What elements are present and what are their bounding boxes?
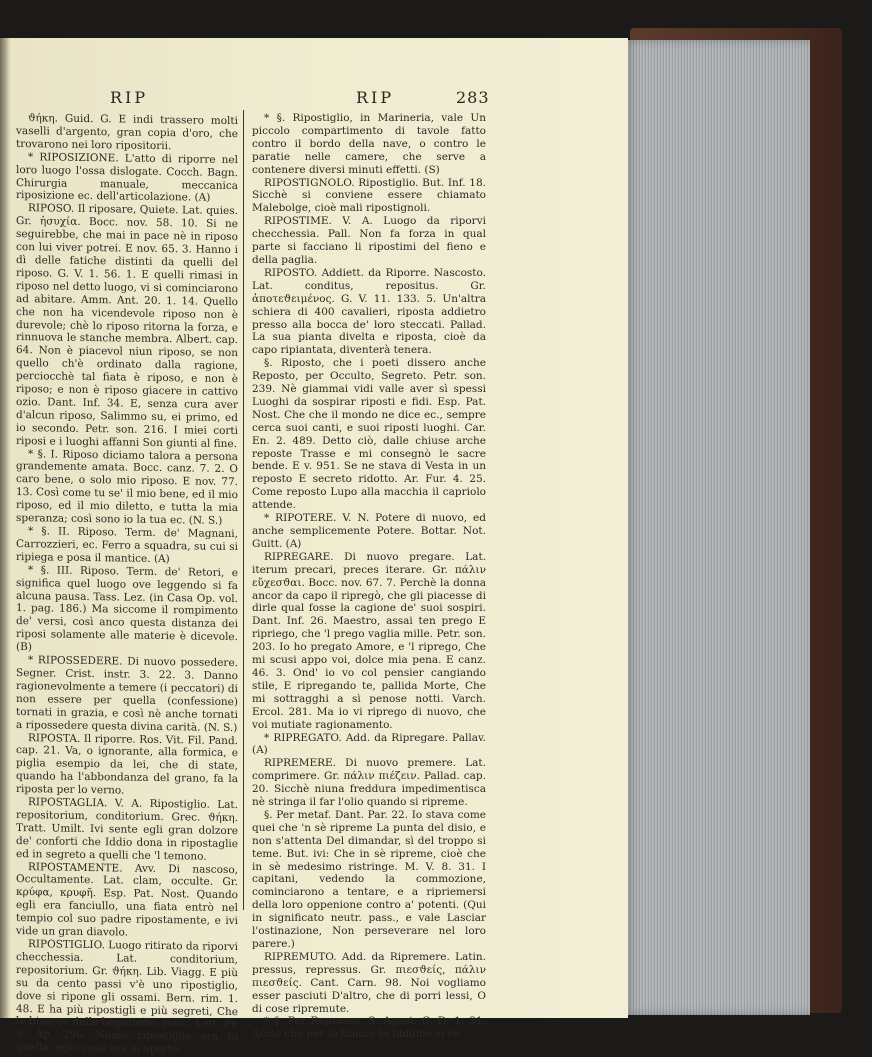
left-column [16, 112, 238, 1057]
entry: * §. II. Riposo. Term. de' Magnani, Carrozzieri, ec. Ferro a squadra, su cui si ripiega e posa il mantice. (A) [16, 525, 238, 565]
page-edges [624, 40, 810, 1015]
entry: RIPOSTAMENTE. Avv. Di nascoso, Occultamente. Lat. clam, occulte. Gr. κρύφα, κρυφῆ. Esp. Pat. Nost. Quando egli era fanciullo, una fiata entrò nel tempio col suo padre ripostamente, e ivi vide un gran diavolo. [16, 860, 238, 939]
entry: * §. Per Represso. S. Agost. C. D. 1. 31. Acciò che per lo timore la libidine si re- [252, 1015, 486, 1041]
entry: * RIPOTERE. V. N. Potere di nuovo, ed anche semplicemente Potere. Bottar. Not. Guitt. (A) [252, 512, 486, 550]
entry: RIPREMUTO. Add. da Ripremere. Latin. pressus, repressus. Gr. πιεσϑείς, πάλιν πιεσϑείς. Cant. Carn. 98. Noi vogliamo esser pasciuti D'altro, che di porri lessi, O di cose ripremute. [252, 950, 486, 1015]
entry: §. Per metaf. Dant. Par. 22. Io stava come quei che 'n sè ripreme La punta del disio, e non s'attenta Del dimandar, sì del troppo si teme. But. ivi: Che in sè ripreme, cioè che in sè medesimo ristringe. M. V. 8. 31. I capitani, vedendo la commozione, cominciarono a tentare, e a ripriemersi della loro oppenione contro a' potenti. (Qui in significato neutr. pass., e vale Lasciar l'ostinazione, Non perseverare nel loro parere.) [252, 808, 486, 950]
entry: RIPOSTIME. V. A. Luogo da riporvi checchessia. Pall. Non fa forza in qual parte si facciano li ripostimi del fieno e della paglia. [252, 215, 486, 266]
entry: * §. I. Riposo diciamo talora a persona grandemente amata. Bocc. canz. 7. 2. O caro bene, o solo mio riposo. E nov. 77. 13. Così come tu se' il mio bene, ed il mio riposo, ed il mio diletto, e tutta la mia speranza; così sono io la tua ec. (N. S.) [16, 447, 238, 527]
entry: RIPREMERE. Di nuovo premere. Lat. comprimere. Gr. πάλιν πιέζειν. Pallad. cap. 20. Sicchè niuna freddura impedimentisca nè stringa il far l'olio quando si ripreme. [252, 757, 486, 809]
entry: * §. III. Riposo. Term. de' Retori, e significa quel luogo ove leggendo si fa alcuna pausa. Tass. Lez. (in Casa Op. vol. 1. pag. 186.) Ma siccome il rompimento de' versi, così anco questa distanza dei riposi solamente alle materie è dicevole. (B) [16, 563, 238, 654]
entry: RIPOSTIGLIO. Luogo ritirato da riporvi checchessia. Lat. conditorium, repositorium. Gr. ϑήκη. Lib. Viagg. E più su da cento passi v'è uno ripostiglio, dove si ripone gli ossami. Bern. rim. 1. 48. E ha più ripostigli e più segreti, Che le bisacce delle bagattelle. Bocc. Lett. Pr. S. Ap. 296. Niuno ripostiglio era in quella; ogni cosa era in aperto. [16, 938, 238, 1056]
entry: RIPREGARE. Di nuovo pregare. Lat. iterum precari, preces iterare. Gr. πάλιν εὔχεσϑαι. Bocc. nov. 67. 7. Perchè la donna ancor da capo il ripregò, che gli piacesse di dirle qual fosse la cagione de' suoi sospiri. Dant. Inf. 26. Maestro, assai ten prego E ripriego, che 'l prego vaglia mille. Petr. son. 203. Io ho pregato Amore, e 'l riprego, Che mi scusi appo voi, dolce mia pena. E canz. 46. 3. Ond' io vo col pensier cangiando stile, E ripregando te, pallida Morte, Che mi sottragghi a sì penose notti. Varch. Ercol. 281. Ma io vi riprego di nuovo, che voi mutiate ragionamento. [252, 550, 486, 731]
spine-shadow [0, 38, 10, 1018]
header-center: RIP [356, 88, 395, 107]
entry: §. Riposto, che i poeti dissero anche Reposto, per Occulto, Segreto. Petr. son. 239. Nè giammai vidi valle aver sì spessi Luoghi da sospirar riposti e fidi. Esp. Pat. Nost. Che che il mondo ne dice ec., sempre cerca suoi canti, e suoi riposti luoghi. Car. En. 2. 489. Detto ciò, dalle chiuse arche reposte Trasse e mi consegnò le sacre bende. E v. 951. Se ne stava di Vesta in un reposto E secreto ridotto. Ar. Fur. 4. 25. Come reposto Lupo alla macchia il capriolo attende. [252, 357, 486, 512]
entry: RIPOSTAGLIA. V. A. Ripostiglio. Lat. repositorium, conditorium. Grec. ϑήκη. Tratt. Umilt. Ivi sente egli gran dolzore de' conforti che Iddio dona in ripostaglie ed in segreto a quelli che 'l temono. [16, 796, 238, 863]
entry: RIPOSO. Il riposare, Quiete. Lat. quies. Gr. ἡσυχία. Bocc. nov. 58. 10. Si ne seguirebbe, che mai in pace nè in riposo con lui viver potrei. E nov. 65. 3. Hanno i dì delle fatiche distinti da quelli del riposo. G. V. 1. 56. 1. E quelli rimasi in riposo nel detto luogo, vi si cominciarono ad abitare. Amm. Ant. 20. 1. 14. Quello che non ha vicendevole riposo non è durevole; chè lo riposo ritorna la forza, e rinnuova le stanche membra. Albert. cap. 64. Non è piacevol niun riposo, se non quello ch'è ordinato dalla ragione, perciocchè tal fiata è riposo, e non è riposo; e non è riposo giacere in cattivo ozio. Dant. Inf. 34. E, senza cura aver d'alcun riposo, Salimmo su, ei primo, ed io secondo. Petr. son. 216. I miei corti riposi e i luoghi affanni Son giunti al fine. [16, 202, 238, 450]
right-column [252, 112, 486, 1041]
entry: * RIPOSIZIONE. L'atto di riporre nel loro luogo l'ossa dislogate. Cocch. Bagn. Chirurgia manuale, meccanica riposizione ec. dell'articolazione. (A) [16, 150, 238, 205]
entry: * §. Ripostiglio, in Marineria, vale Un piccolo compartimento di tavole fatto contro il bordo della nave, o contro le paratie nelle camere, che serve a contenere diversi minuti effetti. (S) [252, 112, 486, 176]
header-left: RIP [110, 88, 149, 107]
entry: ϑήκη. Guid. G. E indi trassero molti vaselli d'argento, gran copia d'oro, che trovarono nei loro ripositorii. [16, 112, 238, 152]
entry: RIPOSTO. Addiett. da Riporre. Nascosto. Lat. conditus, repositus. Gr. ἀποτεϑειμένος. G. V. 11. 133. 5. Un'altra schiera di 400 cavalieri, riposta addietro presso alla bocca de' loro steccati. Pallad. La sua pianta divelta e riposta, cioè da capo ripiantata, diventerà tenera. [252, 266, 486, 357]
page-number: 283 [456, 88, 490, 107]
entry: RIPOSTIGNOLO. Ripostiglio. But. Inf. 18. Sicchè si conviene essere chiamato Malebolge, cioè mali ripostignoli. [252, 176, 486, 215]
entry: RIPOSTA. Il riporre. Ros. Vit. Fil. Pand. cap. 21. Va, o ignorante, alla formica, e piglia esempio da lei, che di state, quando ha l'abbondanza del grano, fa la riposta per lo verno. [16, 731, 238, 797]
entry: * RIPOSSEDERE. Di nuovo possedere. Segner. Crist. instr. 3. 22. 3. Danno ragionevolmente a temere (i peccatori) di non essere per quella (confessione) tornati in grazia, e così nè anche tornati a ripossedere questa divina carità. (N. S.) [16, 654, 238, 734]
entry: * RIPREGATO. Add. da Ripregare. Pallav. (A) [252, 731, 486, 757]
column-rule [243, 110, 244, 910]
